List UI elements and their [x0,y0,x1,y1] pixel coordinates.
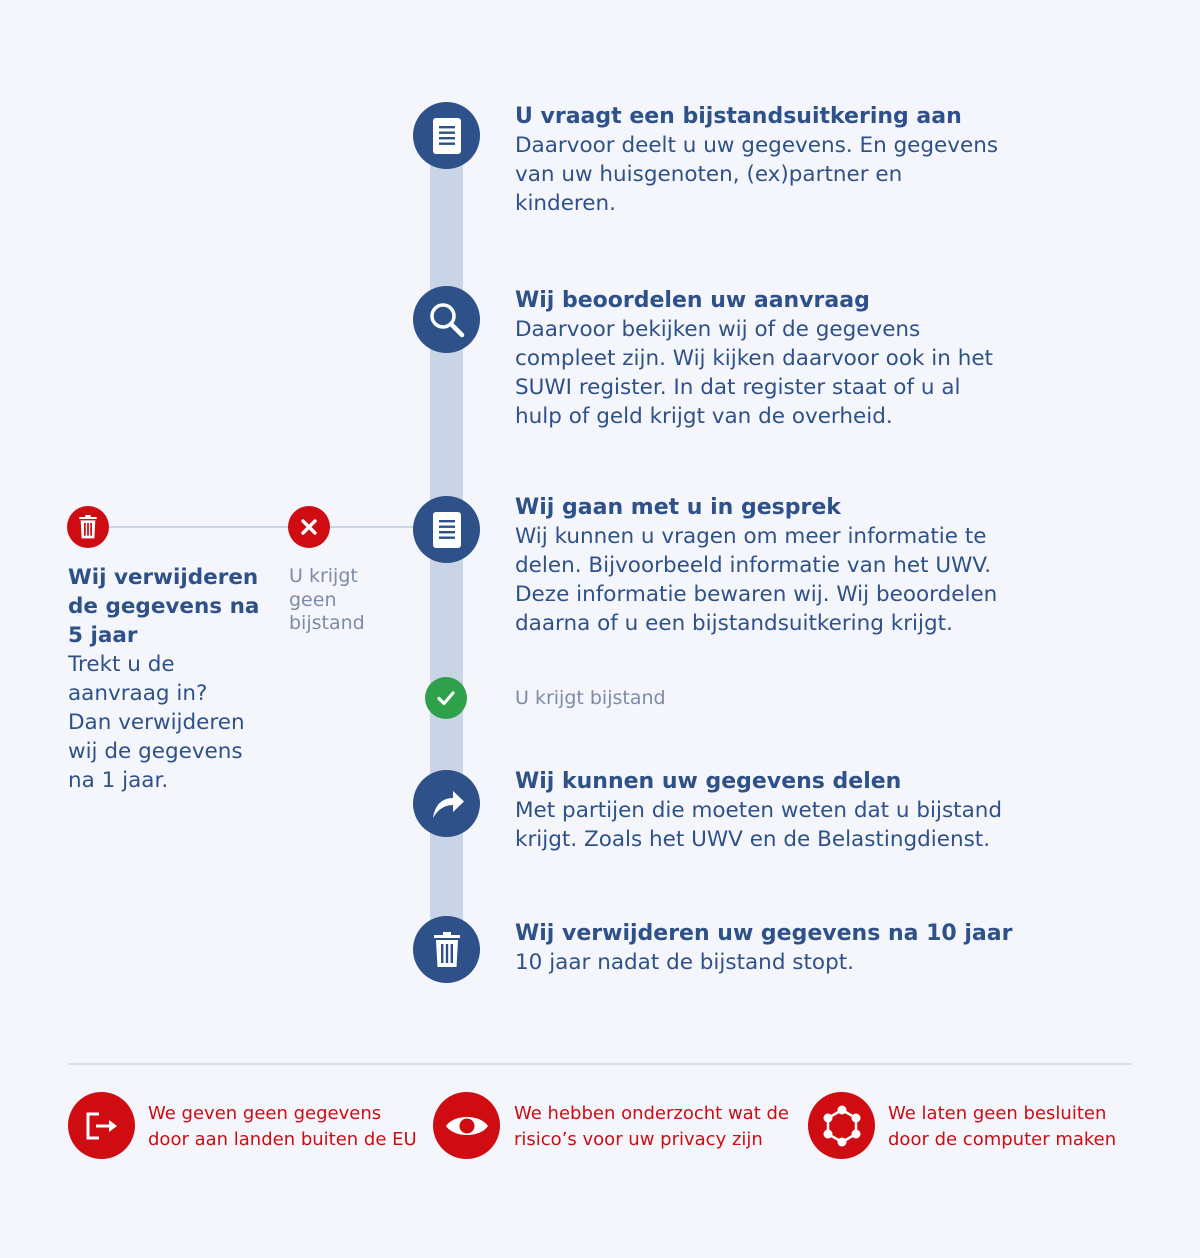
footer-text-line: We geven geen gegevens [148,1103,382,1124]
step-description-line: Met partijen die moeten weten dat u bijstand [515,798,1003,823]
step-description-line: 10 jaar nadat de bijstand stopt. [515,950,854,975]
footer-divider [68,1063,1132,1065]
step-description-line: SUWI register. In dat register staat of u al [515,375,961,400]
network-icon [808,1092,875,1159]
step-description-line: van uw huisgenoten, (ex)partner en [515,162,903,187]
rejected-label-line: bijstand [289,612,365,634]
step-title: Wij kunnen uw gegevens delen [515,769,902,794]
step-description-line: hulp of geld krijgt van de overheid. [515,404,893,429]
step-title: Wij verwijderen uw gegevens na 10 jaar [515,921,1013,946]
approved-label: U krijgt bijstand [515,687,666,709]
withdraw-description-line: na 1 jaar. [68,768,169,793]
step-description-line: Deze informatie bewaren wij. Wij beoordelen [515,582,998,607]
trash-icon [413,916,480,983]
step-title: Wij gaan met u in gesprek [515,495,841,520]
withdraw-info [68,563,273,795]
step-apply [515,102,1075,218]
step-conversation [515,493,1075,638]
withdraw-description-line: aanvraag in? [68,681,208,706]
eye-icon [433,1092,500,1159]
footer-item-privacy [514,1101,789,1152]
step-delete [515,919,1075,977]
trash-icon [67,506,109,548]
footer-item-eu [148,1101,417,1152]
withdraw-description-line: Trekt u de [68,652,175,677]
footer-text-line: risico’s voor uw privacy zijn [514,1128,763,1150]
step-description-line: krijgt. Zoals het UWV en de Belastingdienst. [515,827,991,852]
step-title: U vraagt een bijstandsuitkering aan [515,104,962,129]
step-description-line: delen. Bijvoorbeeld informatie van het UWV. [515,553,992,578]
step-description-line: Wij kunnen u vragen om meer informatie te [515,524,987,549]
footer-item-computer [888,1101,1116,1152]
step-description-line: kinderen. [515,191,616,216]
withdraw-title-line: Wij verwijderen [68,565,259,590]
document-icon [413,496,480,563]
rejected-label-line: U krijgt [289,565,358,587]
footer-text-line: door de computer maken [888,1128,1117,1150]
document-icon [413,102,480,169]
withdraw-title-line: de gegevens na [68,594,260,619]
withdraw-description-line: Dan verwijderen [68,710,245,735]
step-description-line: daarna of u een bijstandsuitkering krijgt. [515,611,953,636]
search-icon [413,286,480,353]
footer-text-line: door aan landen buiten de EU [148,1128,417,1150]
withdraw-title-line: 5 jaar [68,623,138,648]
footer-text-line: We hebben onderzocht wat de [514,1103,789,1124]
rejected-label [289,565,399,636]
step-share [515,767,1075,854]
step-description-line: Daarvoor deelt u uw gegevens. En gegevens [515,133,999,158]
step-description-line: compleet zijn. Wij kijken daarvoor ook in het [515,346,993,371]
close-icon [288,506,330,548]
rejected-label-line: geen [289,588,337,611]
branch-connector [88,526,433,528]
step-description-line: Daarvoor bekijken wij of de gegevens [515,317,921,342]
step-title: Wij beoordelen uw aanvraag [515,288,870,313]
check-icon [425,677,467,719]
withdraw-description-line: wij de gegevens [68,739,243,764]
footer-text-line: We laten geen besluiten [888,1103,1107,1124]
exit-arrow-icon [68,1092,135,1159]
step-assess [515,286,1075,431]
share-arrow-icon [413,770,480,837]
